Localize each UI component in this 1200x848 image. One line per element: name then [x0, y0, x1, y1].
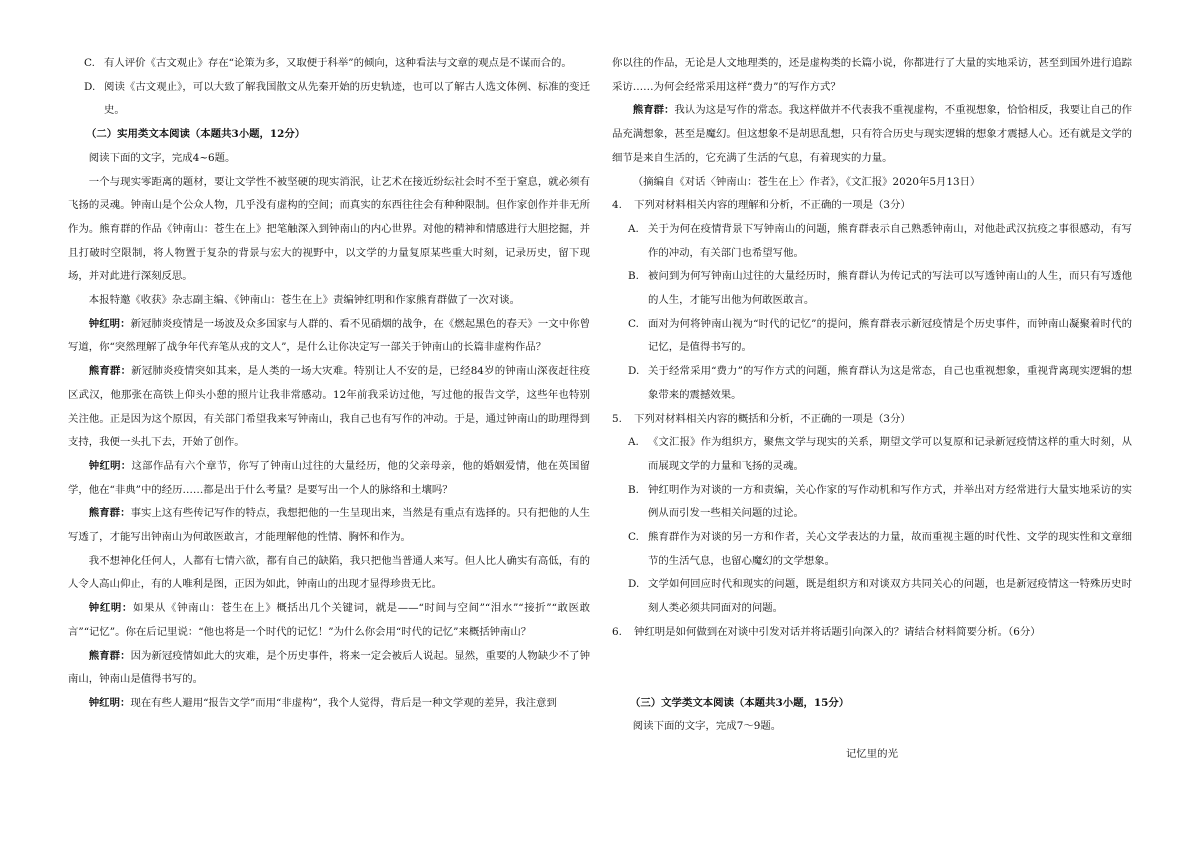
option-text: 有人评价《古文观止》存在“论策为多，又取便于科举”的倾向，这种看法与文章的观点是不谋而合的。 [104, 57, 572, 69]
story-title: 记忆里的光 [846, 747, 898, 760]
question-number: 4. [612, 199, 622, 212]
source-note: （摘编自《对话〈钟南山：苍生在上〉作者》，《文汇报》2020年5月13日） [632, 175, 981, 188]
question-4 [612, 194, 1132, 218]
section-3-title: （三）文学类文本阅读（本题共3小题，15分） [630, 696, 850, 709]
option-key: A. [628, 222, 639, 235]
dialogue-text: 我认为这是写作的常态。我这样做并不代表我不重视虚构，不重视想象，恰恰相反，我要让自己的作品充满想象，甚至是魔幻。但这想象不是胡思乱想，只有符合历史与现实逻辑的想象才震撼人心。还有就是文学的细节是来自生活的，它充满了生活的气息，有着现实的力量。 [612, 104, 1133, 164]
option-c [68, 52, 590, 76]
dialogue-text: 新冠肺炎疫情突如其来，是人类的一场大灾难。特别让人不安的是，已经84岁的钟南山深夜赶往疫区武汉，他那张在高铁上仰头小憩的照片让我非常感动。12年前我采访过他，写过他的报告文学，这些年也特别关注他。正是因为这个原因，有关部门希望我来写钟南山，我自己也有写作的冲动。于是，通过钟南山的助理得到支持，我便一头扎下去，开始了创作。 [68, 365, 591, 449]
option-text: 被问到为何写钟南山过往的大量经历时，熊育群认为传记式的写法可以写透钟南山的人生，而只有写透他的人生，才能写出他为何敢医敢言。 [648, 270, 1132, 307]
dialogue-line [68, 692, 590, 716]
option-key: D. [628, 365, 640, 378]
speaker: 熊育群： [632, 104, 675, 117]
option-key: A. [628, 436, 639, 449]
option-text: 文学如何回应时代和现实的问题，既是组织方和对谈双方共同关心的问题，也是新冠疫情这一特殊历史时刻人类必须共同面对的问题。 [648, 578, 1132, 615]
option-key: C. [628, 531, 639, 544]
option-4b [612, 265, 1132, 312]
dialogue-line [68, 455, 590, 502]
option-text: 面对为何将钟南山视为“时代的记忆”的提问，熊育群表示新冠疫情是个历史事件，而钟南山凝聚着时代的记忆，是值得书写的。 [648, 317, 1132, 354]
option-key: B. [628, 483, 639, 496]
dialogue-text: 这部作品有六个章节，你写了钟南山过往的大量经历，他的父亲母亲，他的婚姻爱情，他在英国留学，他在“非典”中的经历……都是出于什么考量？是要写出一个人的脉络和土壤吗？ [68, 459, 591, 496]
option-d [68, 76, 590, 123]
question-number: 5. [612, 412, 622, 425]
option-4c [612, 313, 1132, 360]
option-text: 《文汇报》作为组织方，聚焦文学与现实的关系，期望文学可以复原和记录新冠疫情这样的重大时刻，从而展现文学的力量和飞扬的灵魂。 [648, 436, 1132, 472]
option-key: D. [84, 80, 96, 93]
option-5a [612, 431, 1132, 478]
dialogue-text: 现在有些人避用“报告文学”而用“非虚构”，我个人觉得，背后是一种文学观的差异，我注意到 [130, 696, 557, 709]
dialogue-text: 事实上这有些传记写作的特点，我想把他的一生呈现出来，当然是有重点有选择的。只有把他的人生写透了，才能写出钟南山为何敢医敢言，才能理解他的性情、胸怀和作为。 [68, 507, 591, 544]
speaker: 熊育群： [88, 649, 131, 662]
question-6 [612, 621, 1132, 645]
right-column [612, 52, 1132, 767]
question-text: 下列对材料相关内容的概括和分析，不正确的一项是（3分） [634, 412, 911, 425]
dialogue-text: 如果从《钟南山：苍生在上》概括出几个关键词，就是——“时间与空间”“泪水”“接折”“敢医敢言”“记忆”。你在后记里说：“他也将是一个时代的记忆！”为什么你会用“时代的记忆”来概括钟南山？ [68, 602, 591, 638]
speaker: 钟红明： [88, 459, 132, 472]
option-key: D. [628, 578, 640, 591]
answer-space [612, 645, 1132, 692]
option-text: 关于为何在疫情背景下写钟南山的问题，熊育群表示自己熟悉钟南山，对他赴武汉抗疫之事很感动，有写作的冲动，有关部门也希望写他。 [648, 222, 1132, 259]
option-key: C. [628, 317, 639, 330]
dialogue-line [68, 360, 590, 455]
speaker: 钟红明： [88, 696, 131, 709]
dialogue-text: 新冠肺炎疫情是一场波及众多国家与人群的、看不见硝烟的战争，在《燃起黑色的春天》一文中你曾写道，你“突然理解了战争年代弃笔从戎的文人”，是什么让你决定写一部关于钟南山的长篇非虚构作品？ [68, 317, 591, 354]
question-5 [612, 408, 1132, 432]
left-column [68, 52, 590, 716]
section-2-intro: 阅读下面的文字，完成4~6题。 [88, 151, 236, 164]
dialogue-line [612, 99, 1132, 170]
dialogue-text: 因为新冠疫情如此大的灾难，是个历史事件，将来一定会被后人说起。显然，重要的人物缺少不了钟南山，钟南山是值得书写的。 [68, 649, 591, 686]
option-key: B. [628, 270, 639, 283]
paragraph: 我不想神化任何人，人都有七情六欲，都有自己的缺陷，我只把他当普通人来写。但人比人确实有高低，有的人令人高山仰止，有的人唯利是图，正因为如此，钟南山的出现才显得珍贵无比。 [68, 554, 590, 591]
speaker: 熊育群： [88, 507, 131, 520]
question-text: 下列对材料相关内容的理解和分析，不正确的一项是（3分） [634, 199, 911, 212]
option-key: C. [84, 57, 95, 69]
option-4a [612, 218, 1132, 265]
paragraph: 一个与现实零距离的题材，要让文学性不被坚硬的现实消泯，让艺术在接近纷纭社会时不至于窒息，就必须有飞扬的灵魂。钟南山是个公众人物，几乎没有虚构的空间；而真实的东西往往会有种种限制。但作家创作并非无所作为。熊育群的作品《钟南山：苍生在上》把笔触深入到钟南山的内心世界。对他的精神和情感进行大胆挖掘，并且打破时空限制，将人物置于复杂的背景与宏大的视野中，以文学的力量复原某些重大时刻，记录历史，留下现场，并对此进行深刻反思。 [68, 175, 590, 283]
question-number: 6. [612, 625, 622, 638]
option-text: 阅读《古文观止》，可以大致了解我国散文从先秦开始的历史轨迹，也可以了解古人选文体例、标准的变迁史。 [104, 80, 590, 117]
speaker: 熊育群： [88, 365, 132, 378]
speaker: 钟红明： [88, 317, 131, 330]
dialogue-line [68, 313, 590, 360]
dialogue-line [68, 502, 590, 549]
speaker: 钟红明： [88, 602, 133, 615]
question-text: 钟红明是如何做到在对谈中引发对话并将话题引向深入的？请结合材料简要分析。（6分） [634, 625, 1041, 638]
option-4d [612, 360, 1132, 407]
section-2-title: （二）实用类文本阅读（本题共3小题，12分） [86, 128, 306, 141]
option-5b [612, 479, 1132, 526]
section-3-intro: 阅读下面的文字，完成7～9题。 [632, 720, 782, 733]
paragraph: 本报特邀《收获》杂志副主编、《钟南山：苍生在上》责编钟红明和作家熊育群做了一次对谈。 [88, 294, 520, 307]
option-5d [612, 573, 1132, 620]
option-text: 熊育群作为对谈的另一方和作者，关心文学表达的力量，故而重视主题的时代性、文学的现实性和文章细节的生活气息，也留心魔幻的文学想象。 [648, 531, 1132, 567]
option-text: 关于经常采用“费力”的写作方式的问题，熊育群认为这是常态，自己也重视想象，重视背离现实逻辑的想象带来的震撼效果。 [648, 365, 1132, 401]
dialogue-continuation: 你以往的作品，无论是人文地理类的，还是虚构类的长篇小说，你都进行了大量的实地采访，甚至到国外进行追踪采访……为何会经常采用这样“费力”的写作方式？ [612, 57, 1132, 93]
option-text: 钟红明作为对谈的一方和责编，关心作家的写作动机和写作方式，并举出对方经常进行大量实地采访的实例从而引发一些相关问题的过论。 [648, 483, 1132, 520]
dialogue-line [68, 597, 590, 644]
option-5c [612, 526, 1132, 573]
dialogue-line [68, 645, 590, 692]
